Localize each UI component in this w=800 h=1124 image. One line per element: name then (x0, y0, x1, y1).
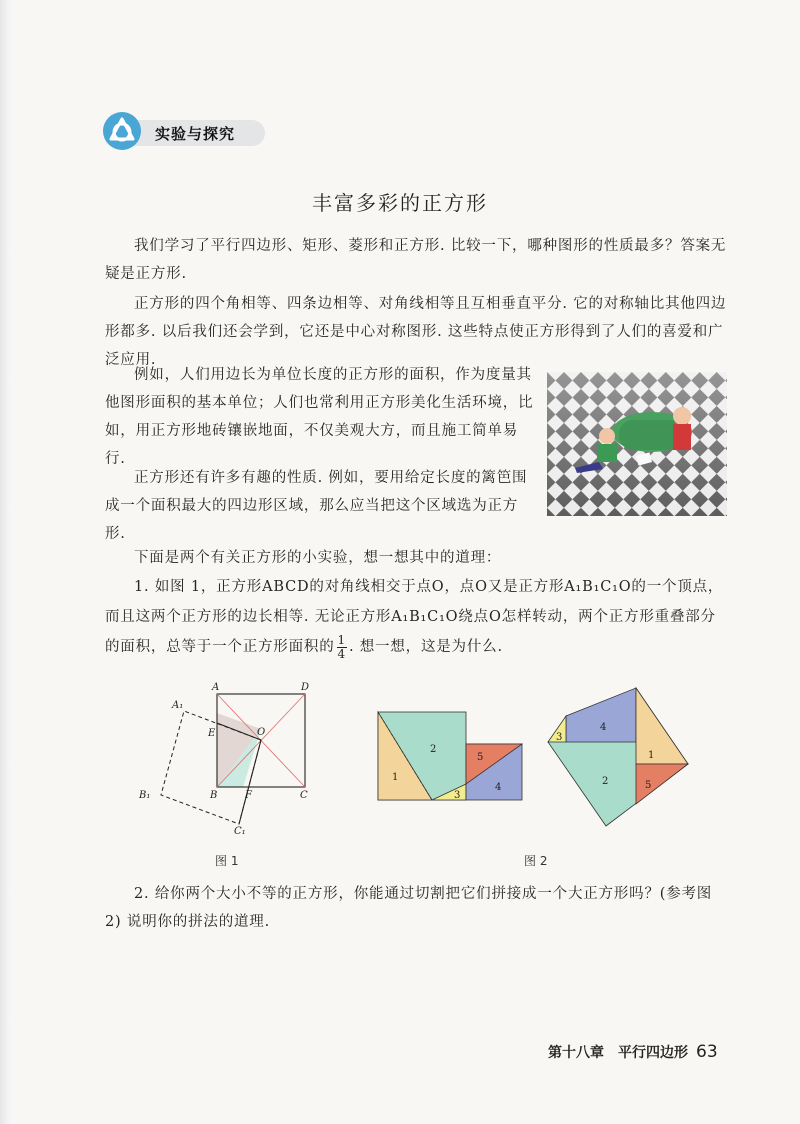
triangle-circle-icon (103, 112, 141, 150)
fraction-numerator: 1 (337, 632, 346, 647)
fraction-one-quarter (337, 634, 347, 661)
fig2-left-piece-3: 3 (454, 790, 461, 801)
paragraph-1-text: 我们学习了平行四边形、矩形、菱形和正方形. 比较一下，哪种图形的性质最多？答案无疑是正方形. (105, 238, 727, 282)
figure-1 (130, 678, 330, 838)
label-C1: C₁ (234, 826, 246, 837)
fig2-right-piece-4: 4 (600, 722, 607, 733)
fig2-right-piece-5: 5 (645, 780, 652, 791)
label-A1: A₁ (172, 700, 184, 711)
label-D: D (301, 682, 310, 693)
experiment-2-text (105, 880, 730, 936)
fig2-right-piece-1: 1 (648, 750, 655, 761)
checkerboard-illustration (547, 372, 727, 516)
paragraph-3-text: 例如，人们用边长为单位长度的正方形的面积，作为度量其他图形面积的基本单位；人们也常利用正方形美化生活环境，比如，用正方形地砖镶嵌地面，不仅美观大方，而且施工简单易行. (105, 367, 534, 467)
badge-label: 实验与探究 (155, 125, 236, 143)
fig2-left-piece-4: 4 (495, 782, 502, 793)
paragraph-3 (105, 361, 535, 473)
figure-2 (370, 680, 720, 840)
fig2-left-piece-5: 5 (477, 752, 484, 763)
fraction-denominator: 4 (337, 646, 346, 661)
label-B: B (210, 790, 218, 801)
section-badge (103, 112, 265, 150)
label-A: A (212, 682, 220, 693)
paragraph-4 (105, 464, 535, 548)
paragraph-5-text: 下面是两个有关正方形的小实验，想一想其中的道理： (134, 550, 502, 566)
page-footer (548, 1042, 718, 1062)
chapter-label: 第十八章 平行四边形 (548, 1045, 688, 1061)
figure-1-caption: 图 1 (215, 854, 239, 868)
checkerboard-photo (547, 372, 727, 516)
experiment-1-text (105, 572, 730, 662)
page-number: 63 (696, 1042, 718, 1062)
label-C: C (300, 790, 308, 801)
label-B1: B₁ (139, 790, 151, 801)
fig2-left-piece-1: 1 (392, 772, 399, 783)
label-E: E (208, 728, 216, 739)
label-O: O (257, 727, 266, 738)
label-F: F (245, 790, 252, 801)
fig2-left-piece-2: 2 (430, 744, 437, 755)
experiment-1-part-a: 1. 如图 1，正方形ABCD的对角线相交于点O，点O又是正方形A₁B₁C₁O的一个顶点，而且这两个正方形的边长相等. 无论正方形A₁B₁C₁O绕点O怎样转动，两个正方形重叠部分的面积，总等于一个正方形面积的 (105, 579, 724, 655)
page-left-edge (0, 0, 18, 1124)
experiment-2-body: 2. 给你两个大小不等的正方形，你能通过切割把它们拼接成一个大正方形吗？(参考图 2) 说明你的拼法的道理. (105, 886, 713, 930)
figure-1-diagram (130, 678, 330, 838)
experiment-1-part-b: . 想一想，这是为什么. (348, 639, 503, 655)
figure-2-diagram (370, 680, 720, 840)
badge-circle (103, 112, 141, 150)
fig2-right-piece-2: 2 (602, 776, 609, 787)
paragraph-1 (105, 232, 730, 288)
page-title: 丰富多彩的正方形 (312, 191, 488, 215)
figure-2-caption: 图 2 (524, 854, 548, 868)
fig2-right-piece-3: 3 (556, 732, 563, 743)
paragraph-4-text: 正方形还有许多有趣的性质. 例如，要用给定长度的篱笆围成一个面积最大的四边形区域，那么应当把这个区域选为正方形. (105, 470, 528, 542)
paragraph-5 (105, 544, 730, 572)
paragraph-2-text: 正方形的四个角相等、四条边相等、对角线相等且互相垂直平分. 它的对称轴比其他四边形都多. 以后我们还会学到，它还是中心对称图形. 这些特点使正方形得到了人们的喜爱和广泛应用. (105, 296, 727, 368)
